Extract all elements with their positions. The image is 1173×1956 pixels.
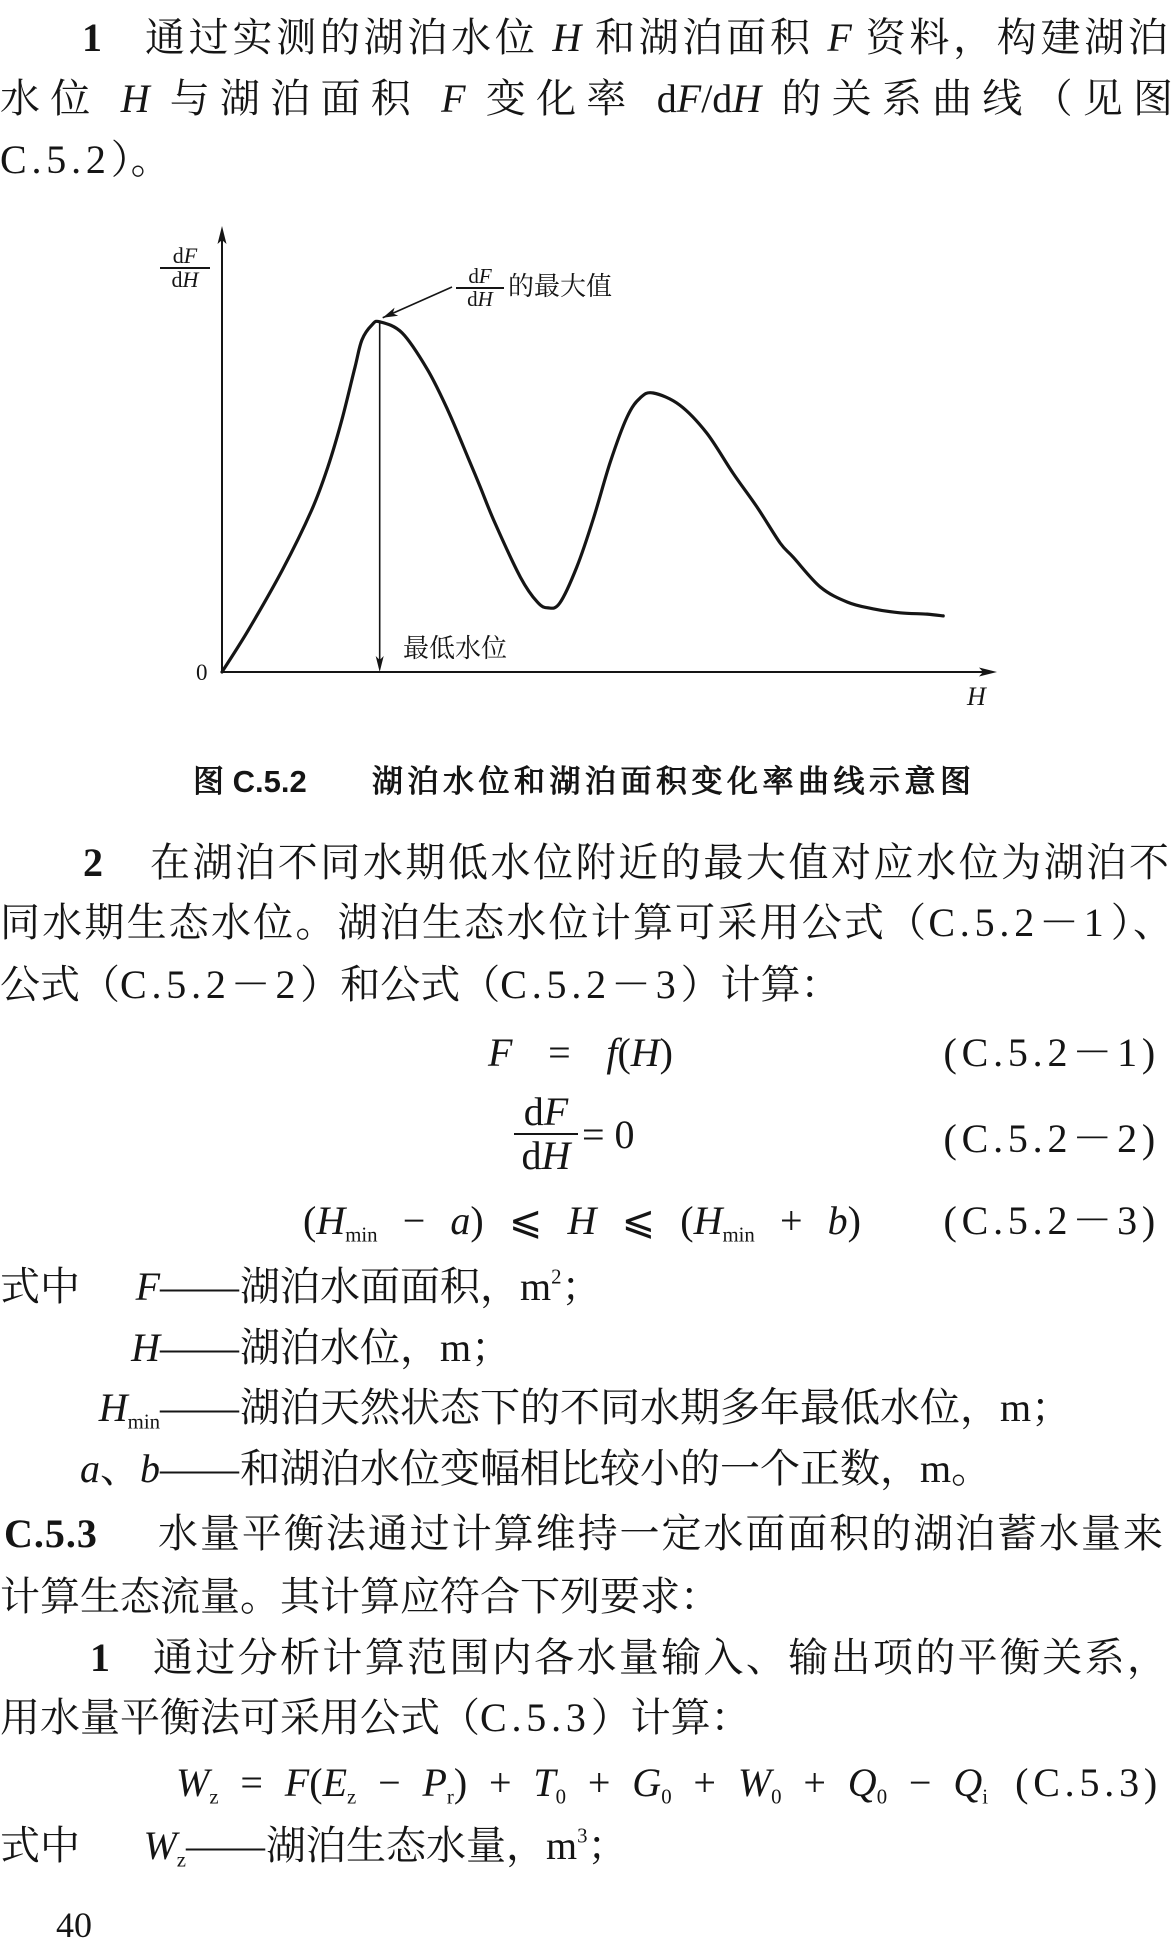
text-run: 公式（ bbox=[0, 962, 120, 1007]
para1-line-2 bbox=[0, 68, 1173, 129]
subscript: 0 bbox=[876, 1785, 888, 1809]
def-var-Wz bbox=[0, 1815, 186, 1876]
text-run: C.5.2－2 bbox=[120, 962, 301, 1007]
text-run: + bbox=[781, 1760, 848, 1805]
text-run: C.5.2－3 bbox=[500, 962, 681, 1007]
y-axis-label bbox=[160, 245, 210, 291]
math-variable: H bbox=[693, 1198, 723, 1243]
text-run: − bbox=[887, 1760, 954, 1805]
superscript: 2 bbox=[551, 1265, 562, 1289]
text-run: 水量平衡法通过计算维持一定水面面积的湖泊蓄水量来 bbox=[158, 1511, 1163, 1556]
formula-label-c52-3: (C.5.2－3) bbox=[943, 1198, 1160, 1243]
text-run: 资料，构建湖泊 bbox=[851, 15, 1169, 60]
text-run: 通过分析计算范围内各水量输入、输出项的平衡关系， bbox=[153, 1635, 1167, 1680]
text-run: ； bbox=[561, 1264, 602, 1309]
figure-number: 图 C.5.2 bbox=[193, 764, 307, 799]
math-variable: G bbox=[632, 1760, 662, 1805]
subscript: min bbox=[127, 1410, 160, 1434]
math-variable: F bbox=[183, 243, 198, 268]
subscript: 0 bbox=[771, 1785, 782, 1809]
text-run: ）计算： bbox=[590, 1695, 751, 1740]
text-run: 在湖泊不同水期低水位附近的最大值对应水位为湖泊不 bbox=[150, 840, 1169, 885]
origin-label: 0 bbox=[196, 660, 208, 685]
df-dh-curve bbox=[222, 321, 943, 672]
text-run: 计算生态流量。其计算应符合下列要求： bbox=[0, 1574, 720, 1619]
math-variable: H bbox=[732, 76, 762, 121]
def-dash: —— bbox=[160, 1325, 238, 1370]
math-variable: F bbox=[543, 1089, 569, 1134]
text-run: 和湖泊面积 bbox=[581, 15, 828, 60]
where-label: 式中 bbox=[0, 1264, 80, 1309]
math-variable: T bbox=[533, 1760, 556, 1805]
page-number: 40 bbox=[56, 1905, 92, 1945]
def-text-Wz bbox=[266, 1815, 628, 1876]
annotation-denominator bbox=[456, 289, 504, 310]
math-variable: a bbox=[80, 1446, 100, 1491]
math-variable: F bbox=[827, 15, 852, 60]
math-variable: H bbox=[120, 76, 150, 121]
text-run: + bbox=[566, 1760, 633, 1805]
math-variable: b bbox=[827, 1198, 848, 1243]
para1-line-1 bbox=[145, 7, 1168, 68]
math-variable: F bbox=[478, 264, 492, 288]
formula-c52-2-rhs: = 0 bbox=[582, 1112, 635, 1157]
text-run: ； bbox=[587, 1823, 628, 1868]
text-run: ）和公式（ bbox=[300, 962, 501, 1007]
y-axis-label-denominator bbox=[160, 269, 210, 291]
text-run: ）、 bbox=[1108, 900, 1173, 945]
y-axis-label-numerator bbox=[160, 245, 210, 269]
text-run: d bbox=[521, 1133, 542, 1178]
def-text-Hmin bbox=[240, 1377, 1071, 1438]
para2-line-2 bbox=[0, 892, 1173, 953]
item-number-2: 2 bbox=[83, 840, 103, 885]
math-variable: W bbox=[737, 1760, 772, 1805]
math-variable: Q bbox=[847, 1760, 877, 1805]
def-var-F bbox=[0, 1256, 160, 1317]
math-variable: H bbox=[477, 287, 493, 311]
formula-label-c52-1: (C.5.2－1) bbox=[943, 1030, 1160, 1075]
subscript: min bbox=[345, 1223, 378, 1247]
math-variable: P bbox=[422, 1760, 447, 1805]
text-run: ( bbox=[309, 1760, 323, 1805]
math-variable: H bbox=[567, 1198, 597, 1243]
def-dash: —— bbox=[160, 1264, 238, 1309]
text-run: d bbox=[172, 243, 184, 268]
math-variable: F bbox=[135, 1264, 160, 1309]
text-run: ) bbox=[659, 1030, 673, 1075]
subscript: i bbox=[982, 1785, 988, 1809]
text-run: ）计算： bbox=[680, 962, 841, 1007]
formula-c52-2-denominator bbox=[514, 1135, 578, 1177]
text-run: 、 bbox=[100, 1446, 140, 1491]
def-var-Hmin bbox=[0, 1377, 160, 1438]
text-run: 用水量平衡法可采用公式（ bbox=[0, 1695, 480, 1740]
subscript: min bbox=[722, 1223, 755, 1247]
text-run: ) bbox=[847, 1198, 861, 1243]
text-run: 变化率 d bbox=[465, 76, 677, 121]
def-text-F bbox=[240, 1256, 602, 1317]
math-variable: F bbox=[488, 1030, 513, 1075]
text-run: = bbox=[218, 1760, 285, 1805]
text-run: 同水期生态水位。湖泊生态水位计算可采用公式（ bbox=[0, 900, 929, 945]
text-run: d bbox=[468, 264, 479, 288]
where-label-c53: 式中 bbox=[0, 1823, 80, 1868]
subscript: r bbox=[446, 1785, 454, 1809]
math-variable: F bbox=[676, 76, 702, 121]
formula-c52-2-numerator bbox=[514, 1091, 578, 1135]
def-text-a-b bbox=[240, 1438, 991, 1499]
text-run: ( bbox=[303, 1198, 317, 1243]
math-variable: W bbox=[176, 1760, 210, 1805]
text-run: 的关系曲线（见图 bbox=[761, 76, 1173, 121]
def-dash: —— bbox=[160, 1385, 238, 1430]
text-run: C.5.2 bbox=[0, 137, 111, 182]
def-var-H bbox=[0, 1317, 160, 1378]
text-run: + bbox=[671, 1760, 738, 1805]
math-variable: H bbox=[98, 1385, 128, 1430]
text-run: d bbox=[171, 267, 183, 292]
text-run: ⩽ ( bbox=[596, 1198, 694, 1243]
text-run: 湖泊水面面积，m bbox=[240, 1264, 552, 1309]
para2-line-1 bbox=[150, 832, 1169, 893]
math-variable: a bbox=[450, 1198, 471, 1243]
max-value-annotation-text: 的最大值 bbox=[508, 272, 613, 302]
math-variable: H bbox=[552, 15, 582, 60]
figure-caption: 湖泊水位和湖泊面积变化率曲线示意图 bbox=[372, 764, 971, 799]
formula-c52-2-fraction bbox=[514, 1091, 578, 1177]
max-value-annotation-fraction bbox=[456, 266, 504, 310]
text-run: /d bbox=[701, 76, 733, 121]
subscript: z bbox=[347, 1785, 357, 1809]
c53-item1-line-1 bbox=[153, 1627, 1167, 1688]
text-run: 湖泊水位，m； bbox=[240, 1325, 512, 1370]
math-variable: f bbox=[606, 1030, 618, 1075]
formula-label-c53: (C.5.3) bbox=[1015, 1760, 1162, 1805]
text-run: ( bbox=[617, 1030, 631, 1075]
annotation-numerator bbox=[456, 266, 504, 289]
math-variable: H bbox=[131, 1325, 160, 1370]
c53-line-2 bbox=[0, 1566, 720, 1627]
def-var-a-b bbox=[0, 1438, 160, 1499]
formula-label-c52-2: (C.5.2－2) bbox=[943, 1116, 1160, 1161]
item-number-1: 1 bbox=[82, 15, 102, 60]
max-value-leader-line bbox=[383, 287, 452, 318]
text-run: d bbox=[523, 1089, 544, 1134]
text-run: ) ⩽ bbox=[470, 1198, 568, 1243]
text-run: ）。 bbox=[110, 137, 171, 182]
x-axis-label: H bbox=[967, 682, 986, 711]
text-run: 湖泊生态水量，m bbox=[266, 1823, 578, 1868]
math-variable: W bbox=[143, 1823, 177, 1868]
text-run: 湖泊天然状态下的不同水期多年最低水位，m； bbox=[240, 1385, 1072, 1430]
formula-c53 bbox=[176, 1752, 988, 1813]
text-run: 水位 bbox=[0, 76, 121, 121]
math-variable: Q bbox=[953, 1760, 983, 1805]
text-run: = bbox=[512, 1030, 607, 1075]
def-dash: —— bbox=[186, 1823, 264, 1868]
c53-item-number-1: 1 bbox=[90, 1635, 110, 1680]
para1-line-3 bbox=[0, 129, 171, 190]
subscript: z bbox=[176, 1848, 186, 1872]
math-variable: H bbox=[182, 267, 199, 292]
subscript: 0 bbox=[555, 1785, 567, 1809]
formula-c52-3 bbox=[303, 1190, 861, 1251]
text-run: ) + bbox=[453, 1760, 534, 1805]
math-variable: E bbox=[322, 1760, 347, 1805]
math-variable: H bbox=[541, 1133, 571, 1178]
text-run: C.5.3 bbox=[480, 1695, 591, 1740]
superscript: 3 bbox=[577, 1824, 588, 1848]
text-run: 和湖泊水位变幅相比较小的一个正数，m。 bbox=[240, 1446, 992, 1491]
def-dash: —— bbox=[160, 1446, 238, 1491]
math-variable: b bbox=[140, 1446, 160, 1491]
math-variable: F bbox=[284, 1760, 310, 1805]
text-run: − bbox=[377, 1198, 451, 1243]
lowest-water-level-label: 最低水位 bbox=[403, 634, 508, 664]
formula-c52-1 bbox=[488, 1022, 673, 1083]
text-run: 通过实测的湖泊水位 bbox=[145, 15, 553, 60]
subscript: z bbox=[209, 1785, 219, 1809]
text-run: − bbox=[356, 1760, 423, 1805]
math-variable: H bbox=[630, 1030, 660, 1075]
math-variable: H bbox=[316, 1198, 346, 1243]
subscript: 0 bbox=[661, 1785, 672, 1809]
text-run: 与湖泊面积 bbox=[149, 76, 442, 121]
math-variable: F bbox=[441, 76, 466, 121]
text-run: C.5.2－1 bbox=[928, 900, 1109, 945]
c53-line-1 bbox=[158, 1503, 1163, 1564]
section-heading-c53: C.5.3 bbox=[4, 1511, 98, 1556]
para2-line-3 bbox=[0, 954, 841, 1015]
c53-item1-line-2 bbox=[0, 1687, 751, 1748]
def-text-H bbox=[240, 1317, 511, 1378]
text-run: d bbox=[467, 287, 478, 311]
text-run: + bbox=[754, 1198, 828, 1243]
